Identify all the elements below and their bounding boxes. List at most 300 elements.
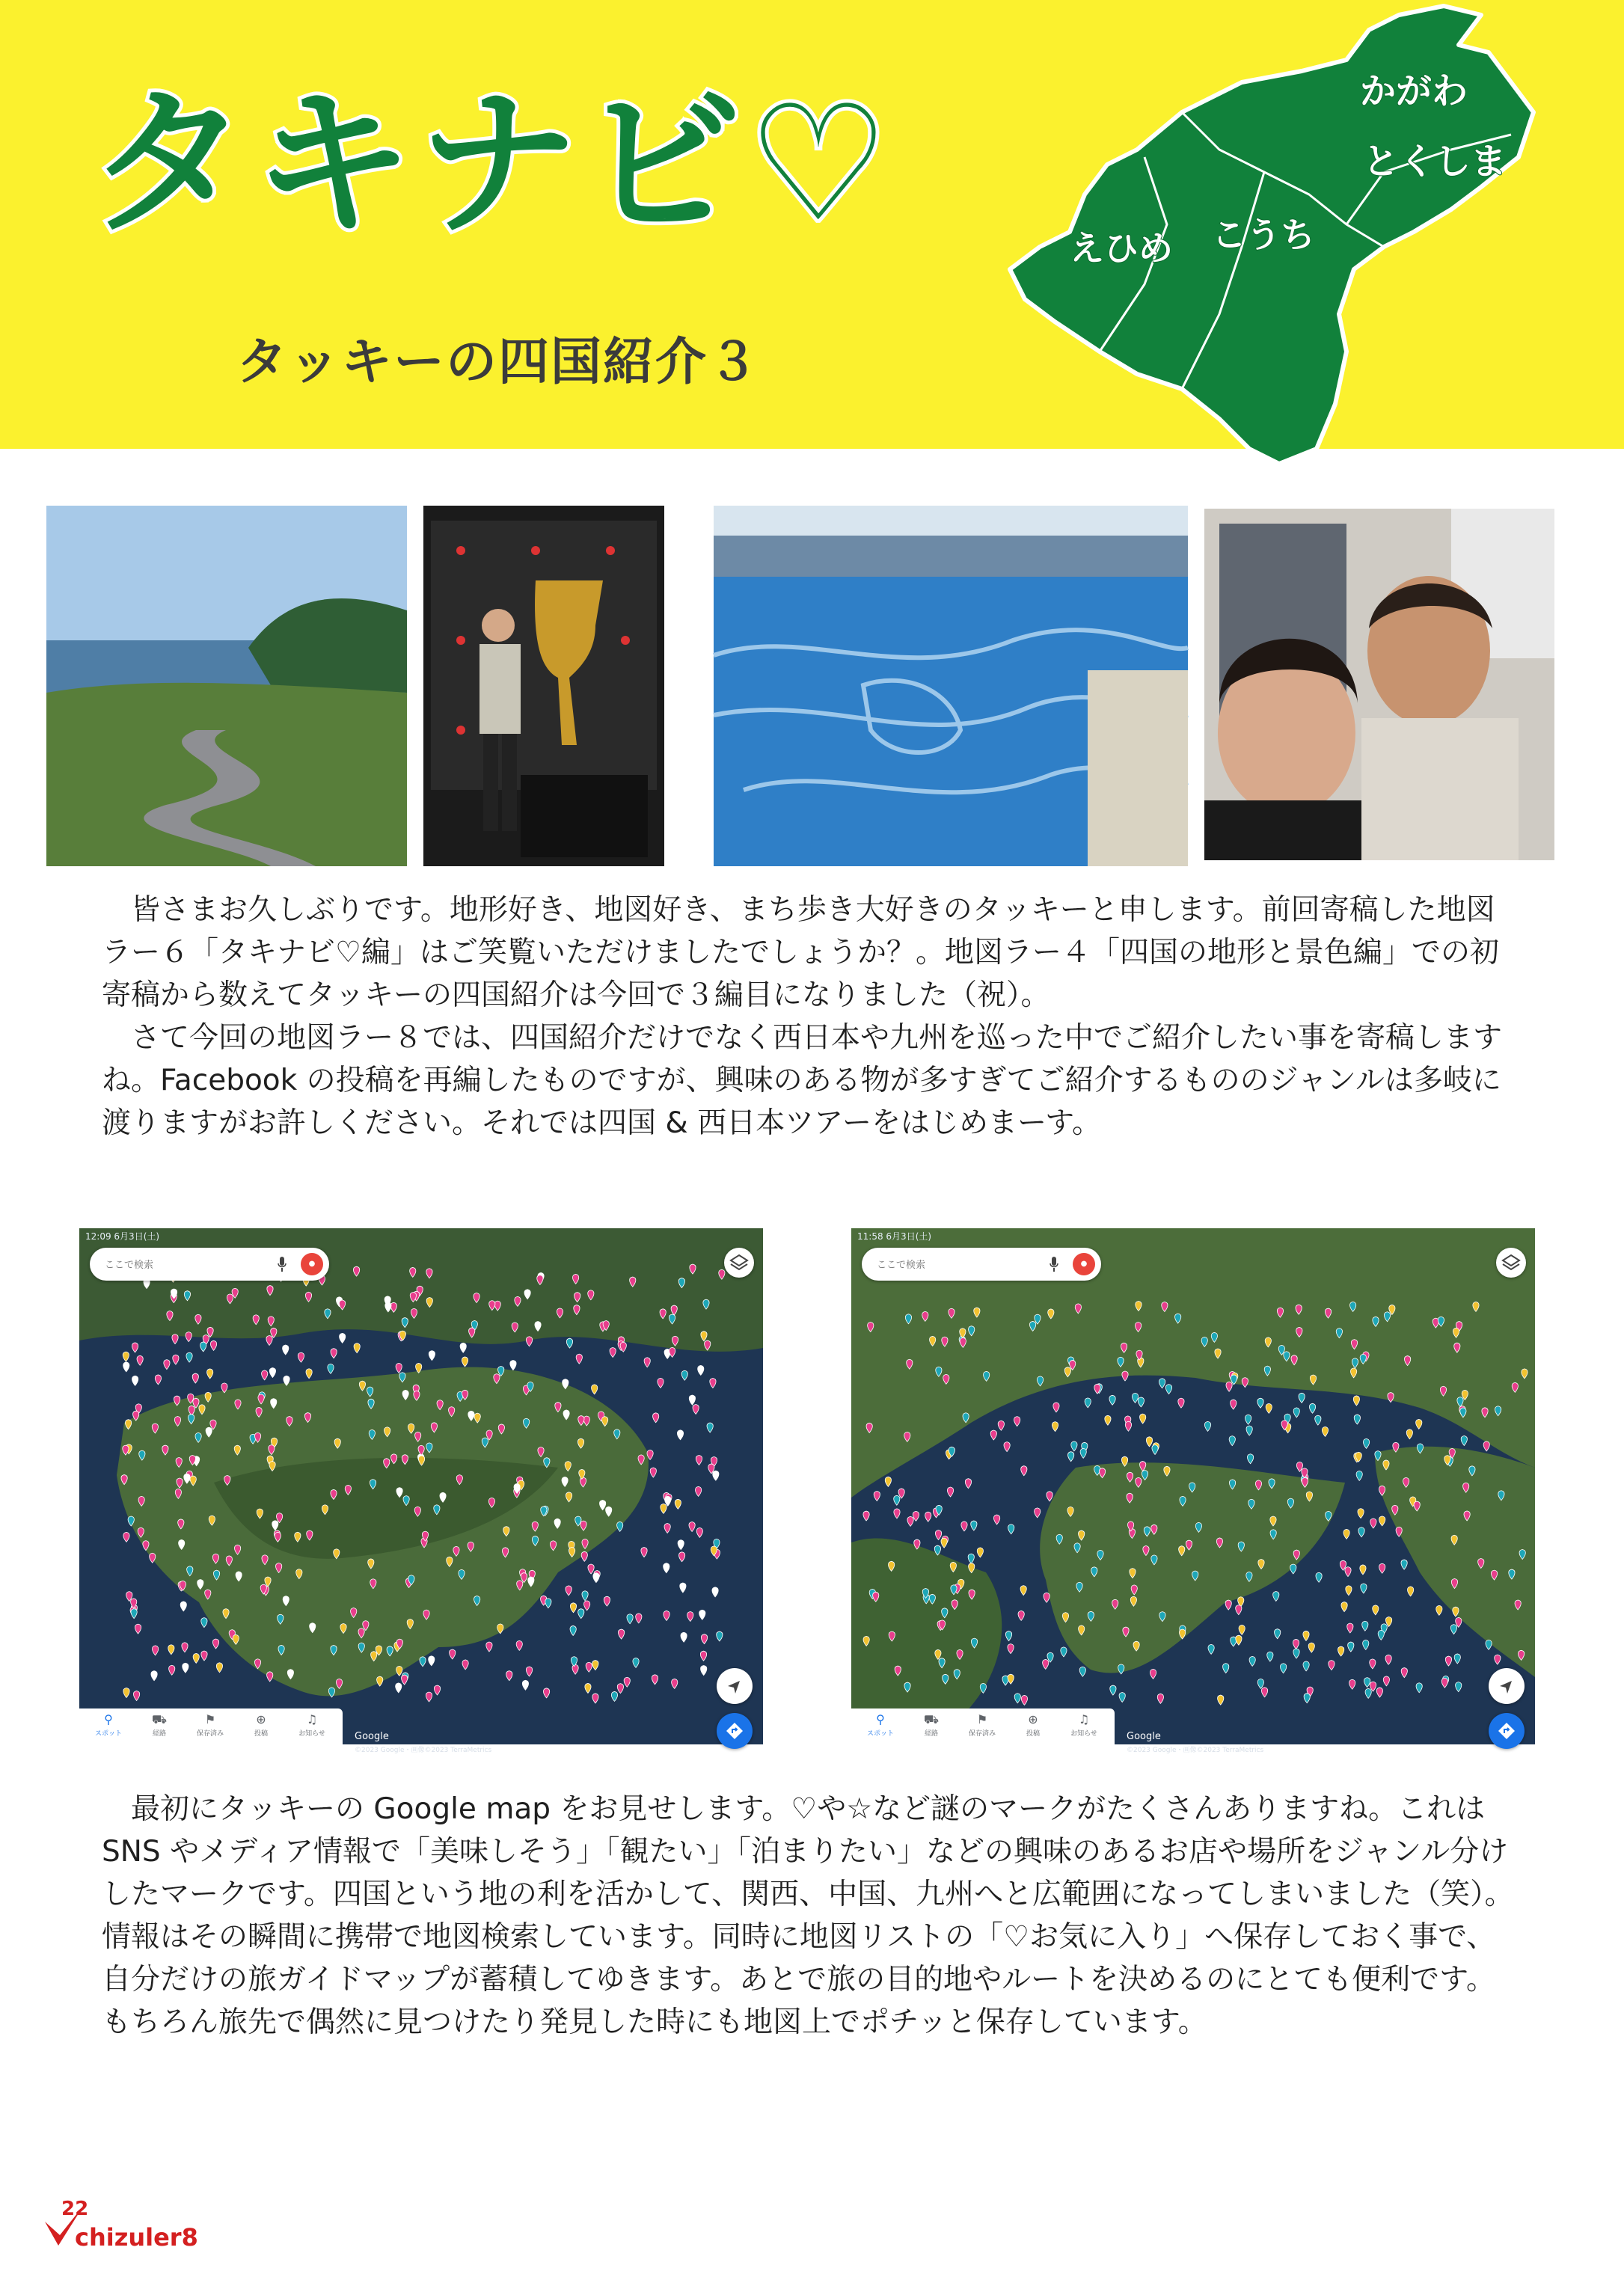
map-marker-icon[interactable] [1483, 1441, 1489, 1451]
map-marker-icon[interactable] [1014, 1694, 1020, 1703]
map-marker-icon[interactable] [1396, 1527, 1402, 1536]
map-marker-icon[interactable] [680, 1583, 686, 1593]
map-marker-icon[interactable] [390, 1302, 396, 1312]
map-marker-icon[interactable] [969, 1326, 975, 1336]
map-marker-icon[interactable] [941, 1538, 947, 1548]
map-marker-icon[interactable] [1071, 1441, 1077, 1451]
map-marker-icon[interactable] [459, 1569, 465, 1579]
map-marker-icon[interactable] [195, 1314, 201, 1324]
map-marker-icon[interactable] [1127, 1493, 1133, 1503]
map-marker-icon[interactable] [1074, 1543, 1080, 1553]
map-marker-icon[interactable] [358, 1628, 364, 1638]
map-marker-icon[interactable] [1186, 1540, 1192, 1550]
map-marker-icon[interactable] [939, 1658, 945, 1668]
map-marker-icon[interactable] [516, 1640, 522, 1650]
map-marker-icon[interactable] [503, 1527, 509, 1536]
map-marker-icon[interactable] [570, 1625, 576, 1635]
map-marker-icon[interactable] [306, 1369, 312, 1379]
map-marker-icon[interactable] [1379, 1486, 1385, 1495]
map-marker-icon[interactable] [650, 1468, 656, 1477]
map-marker-icon[interactable] [1119, 1693, 1125, 1703]
map-marker-icon[interactable] [1303, 1661, 1309, 1671]
map-marker-icon[interactable] [132, 1343, 138, 1352]
map-marker-icon[interactable] [641, 1548, 647, 1557]
map-marker-icon[interactable] [1088, 1611, 1094, 1621]
map-marker-icon[interactable] [1138, 1397, 1144, 1407]
map-marker-icon[interactable] [703, 1299, 709, 1309]
map-marker-icon[interactable] [1385, 1655, 1391, 1664]
map-marker-icon[interactable] [524, 1290, 530, 1299]
map-marker-icon[interactable] [604, 1596, 610, 1606]
map-marker-icon[interactable] [701, 1666, 707, 1676]
map-marker-icon[interactable] [1133, 1641, 1139, 1651]
map-marker-icon[interactable] [1143, 1546, 1149, 1556]
map-marker-icon[interactable] [207, 1369, 213, 1379]
map-marker-icon[interactable] [969, 1563, 975, 1573]
map-marker-icon[interactable] [1130, 1596, 1136, 1606]
map-marker-icon[interactable] [713, 1471, 719, 1480]
map-marker-icon[interactable] [200, 1342, 206, 1352]
map-marker-icon[interactable] [1136, 1477, 1142, 1487]
map-marker-icon[interactable] [1393, 1442, 1399, 1452]
map-marker-icon[interactable] [1509, 1569, 1515, 1579]
map-marker-icon[interactable] [210, 1340, 216, 1350]
map-marker-icon[interactable] [700, 1651, 706, 1661]
map-marker-icon[interactable] [304, 1413, 310, 1423]
map-marker-icon[interactable] [652, 1675, 658, 1685]
map-marker-icon[interactable] [699, 1610, 705, 1619]
map-marker-icon[interactable] [1075, 1304, 1081, 1314]
map-marker-icon[interactable] [1349, 1679, 1355, 1689]
map-marker-icon[interactable] [550, 1541, 556, 1551]
map-marker-icon[interactable] [1407, 1587, 1413, 1596]
map-marker-icon[interactable] [584, 1601, 590, 1611]
map-marker-icon[interactable] [611, 1691, 617, 1701]
map-marker-icon[interactable] [186, 1332, 191, 1342]
map-marker-icon[interactable] [216, 1663, 222, 1673]
map-marker-icon[interactable] [1376, 1688, 1382, 1697]
map-marker-icon[interactable] [1451, 1579, 1457, 1589]
map-marker-icon[interactable] [1441, 1678, 1447, 1688]
map-marker-icon[interactable] [866, 1423, 872, 1432]
map-marker-icon[interactable] [284, 1376, 289, 1385]
map-marker-icon[interactable] [963, 1413, 969, 1423]
map-marker-icon[interactable] [426, 1692, 432, 1702]
map-marker-icon[interactable] [193, 1653, 199, 1663]
map-marker-icon[interactable] [1436, 1605, 1442, 1615]
map-marker-icon[interactable] [1291, 1355, 1297, 1365]
map-marker-icon[interactable] [1178, 1398, 1184, 1408]
map-marker-icon[interactable] [325, 1309, 331, 1319]
map-marker-icon[interactable] [1280, 1664, 1286, 1673]
map-marker-icon[interactable] [510, 1361, 516, 1370]
map-marker-icon[interactable] [592, 1694, 598, 1703]
map-marker-icon[interactable] [1255, 1480, 1261, 1490]
map-marker-icon[interactable] [359, 1381, 365, 1391]
map-marker-icon[interactable] [387, 1646, 393, 1656]
map-marker-icon[interactable] [328, 1364, 334, 1373]
map-marker-icon[interactable] [1121, 1343, 1127, 1352]
map-marker-icon[interactable] [1388, 1393, 1394, 1403]
map-marker-icon[interactable] [125, 1420, 131, 1429]
map-marker-icon[interactable] [1495, 1406, 1501, 1416]
map-marker-icon[interactable] [532, 1521, 538, 1531]
map-marker-icon[interactable] [1248, 1499, 1254, 1509]
map-marker-icon[interactable] [943, 1674, 949, 1684]
map-marker-icon[interactable] [1383, 1460, 1389, 1470]
map-marker-icon[interactable] [687, 1612, 693, 1622]
nav-post[interactable]: ⊕ 投稿 [1008, 1711, 1058, 1738]
map-marker-icon[interactable] [570, 1603, 576, 1613]
map-marker-icon[interactable] [701, 1331, 707, 1341]
map-marker-icon[interactable] [1159, 1379, 1165, 1388]
map-marker-icon[interactable] [1097, 1550, 1103, 1560]
map-marker-icon[interactable] [489, 1301, 495, 1311]
map-marker-icon[interactable] [407, 1619, 413, 1629]
map-marker-icon[interactable] [695, 1486, 701, 1496]
map-marker-icon[interactable] [227, 1294, 233, 1304]
map-marker-icon[interactable] [132, 1376, 138, 1385]
map-marker-icon[interactable] [661, 1504, 667, 1513]
map-marker-icon[interactable] [254, 1432, 260, 1442]
map-marker-icon[interactable] [197, 1580, 203, 1590]
map-marker-icon[interactable] [271, 1399, 277, 1409]
map-marker-icon[interactable] [1225, 1600, 1231, 1610]
map-marker-icon[interactable] [1270, 1530, 1276, 1539]
map-marker-icon[interactable] [717, 1631, 723, 1641]
map-marker-icon[interactable] [450, 1649, 456, 1659]
map-marker-icon[interactable] [535, 1321, 541, 1331]
map-marker-icon[interactable] [554, 1518, 560, 1528]
map-marker-icon[interactable] [1293, 1639, 1299, 1649]
map-marker-icon[interactable] [1315, 1415, 1321, 1425]
map-marker-icon[interactable] [402, 1455, 408, 1465]
map-marker-icon[interactable] [1522, 1369, 1528, 1379]
map-marker-icon[interactable] [935, 1649, 941, 1659]
map-marker-icon[interactable] [1112, 1599, 1118, 1609]
map-marker-icon[interactable] [494, 1301, 500, 1311]
map-marker-icon[interactable] [138, 1527, 144, 1537]
map-marker-icon[interactable] [675, 1499, 681, 1509]
map-marker-icon[interactable] [638, 1455, 644, 1465]
map-marker-icon[interactable] [1004, 1442, 1010, 1452]
map-marker-icon[interactable] [426, 1297, 432, 1307]
map-marker-icon[interactable] [1140, 1462, 1146, 1471]
map-marker-icon[interactable] [267, 1286, 273, 1296]
map-marker-icon[interactable] [993, 1515, 999, 1524]
map-marker-icon[interactable] [152, 1423, 158, 1433]
map-marker-icon[interactable] [1361, 1584, 1367, 1593]
map-marker-icon[interactable] [863, 1636, 869, 1646]
map-marker-icon[interactable] [1284, 1352, 1290, 1361]
map-marker-icon[interactable] [123, 1352, 129, 1361]
map-marker-icon[interactable] [1463, 1483, 1469, 1492]
map-marker-icon[interactable] [131, 1609, 137, 1619]
map-marker-icon[interactable] [581, 1551, 587, 1561]
map-marker-icon[interactable] [1277, 1308, 1283, 1317]
map-marker-icon[interactable] [544, 1458, 550, 1468]
map-marker-icon[interactable] [1152, 1445, 1158, 1455]
map-marker-icon[interactable] [1416, 1419, 1422, 1429]
map-marker-icon[interactable] [253, 1315, 259, 1325]
map-marker-icon[interactable] [474, 1293, 479, 1303]
map-marker-icon[interactable] [1341, 1602, 1347, 1612]
map-marker-icon[interactable] [904, 1432, 910, 1441]
map-marker-icon[interactable] [701, 1634, 707, 1644]
map-marker-icon[interactable] [1179, 1629, 1185, 1639]
map-marker-icon[interactable] [669, 1347, 675, 1357]
map-marker-icon[interactable] [278, 1614, 284, 1624]
map-marker-icon[interactable] [1231, 1400, 1237, 1409]
map-marker-icon[interactable] [895, 1666, 901, 1676]
mic-icon[interactable] [1049, 1256, 1059, 1272]
map-marker-icon[interactable] [947, 1487, 953, 1497]
map-marker-icon[interactable] [1157, 1694, 1163, 1703]
map-marker-icon[interactable] [577, 1438, 583, 1448]
map-marker-icon[interactable] [1296, 1305, 1302, 1314]
map-marker-icon[interactable] [885, 1477, 891, 1486]
map-marker-icon[interactable] [1223, 1664, 1229, 1673]
map-marker-icon[interactable] [630, 1277, 636, 1287]
map-marker-icon[interactable] [580, 1521, 586, 1530]
map-marker-icon[interactable] [710, 1379, 716, 1388]
map-marker-icon[interactable] [1350, 1302, 1356, 1311]
map-marker-icon[interactable] [576, 1354, 582, 1364]
map-marker-icon[interactable] [254, 1659, 260, 1669]
map-marker-icon[interactable] [257, 1509, 263, 1518]
map-marker-icon[interactable] [1189, 1483, 1195, 1492]
map-marker-icon[interactable] [1316, 1572, 1322, 1582]
map-marker-icon[interactable] [1512, 1382, 1518, 1392]
map-marker-icon[interactable] [1247, 1454, 1253, 1464]
map-marker-icon[interactable] [968, 1554, 974, 1563]
map-marker-icon[interactable] [123, 1362, 129, 1372]
map-marker-icon[interactable] [1008, 1644, 1014, 1654]
map-marker-icon[interactable] [961, 1521, 967, 1531]
map-marker-icon[interactable] [305, 1292, 311, 1302]
map-marker-icon[interactable] [201, 1651, 207, 1661]
map-marker-icon[interactable] [1404, 1356, 1410, 1366]
map-marker-icon[interactable] [907, 1516, 913, 1526]
map-marker-icon[interactable] [1008, 1674, 1014, 1684]
map-marker-icon[interactable] [296, 1569, 302, 1579]
map-marker-icon[interactable] [1021, 1466, 1027, 1476]
map-marker-icon[interactable] [574, 1293, 580, 1302]
map-marker-icon[interactable] [1354, 1415, 1360, 1424]
map-marker-icon[interactable] [526, 1667, 532, 1676]
map-marker-icon[interactable] [1345, 1567, 1351, 1577]
map-marker-icon[interactable] [1037, 1376, 1043, 1386]
map-marker-icon[interactable] [1275, 1629, 1281, 1639]
map-marker-icon[interactable] [971, 1521, 977, 1530]
map-marker-icon[interactable] [660, 1309, 666, 1319]
map-marker-icon[interactable] [1440, 1386, 1446, 1396]
map-marker-icon[interactable] [1257, 1398, 1263, 1408]
map-marker-icon[interactable] [396, 1488, 402, 1498]
map-marker-icon[interactable] [1142, 1470, 1147, 1480]
map-marker-icon[interactable] [601, 1417, 607, 1426]
map-marker-icon[interactable] [1338, 1646, 1344, 1656]
map-marker-icon[interactable] [934, 1545, 940, 1555]
map-marker-icon[interactable] [1365, 1688, 1371, 1698]
map-marker-icon[interactable] [954, 1670, 960, 1679]
map-marker-icon[interactable] [1370, 1518, 1376, 1528]
map-marker-icon[interactable] [462, 1390, 468, 1400]
map-marker-icon[interactable] [1299, 1393, 1305, 1403]
map-marker-icon[interactable] [1085, 1398, 1091, 1408]
map-marker-icon[interactable] [1379, 1563, 1385, 1573]
map-marker-icon[interactable] [1246, 1572, 1252, 1581]
map-marker-icon[interactable] [1180, 1496, 1186, 1506]
map-marker-icon[interactable] [971, 1638, 977, 1648]
map-marker-icon[interactable] [353, 1266, 359, 1276]
map-marker-icon[interactable] [283, 1345, 289, 1355]
map-marker-icon[interactable] [358, 1643, 364, 1652]
map-marker-icon[interactable] [1450, 1625, 1456, 1634]
map-marker-icon[interactable] [494, 1374, 500, 1384]
map-marker-icon[interactable] [658, 1378, 664, 1388]
map-marker-icon[interactable] [233, 1634, 239, 1644]
map-marker-icon[interactable] [689, 1395, 695, 1405]
map-marker-icon[interactable] [1151, 1524, 1157, 1534]
map-marker-icon[interactable] [566, 1586, 572, 1596]
map-marker-icon[interactable] [1293, 1408, 1299, 1418]
map-marker-icon[interactable] [437, 1400, 443, 1410]
map-marker-icon[interactable] [460, 1343, 466, 1352]
map-marker-icon[interactable] [1211, 1332, 1217, 1342]
map-marker-icon[interactable] [377, 1676, 383, 1686]
map-marker-icon[interactable] [182, 1643, 188, 1652]
map-marker-icon[interactable] [1127, 1472, 1133, 1482]
map-marker-icon[interactable] [1347, 1623, 1353, 1633]
map-marker-icon[interactable] [942, 1337, 948, 1346]
map-marker-icon[interactable] [371, 1652, 377, 1661]
map-marker-icon[interactable] [580, 1477, 586, 1487]
map-marker-icon[interactable] [555, 1403, 561, 1412]
map-marker-icon[interactable] [189, 1415, 194, 1424]
map-marker-icon[interactable] [1035, 1508, 1041, 1518]
map-marker-icon[interactable] [429, 1351, 435, 1361]
map-marker-icon[interactable] [396, 1666, 402, 1676]
map-marker-icon[interactable] [169, 1665, 175, 1675]
map-marker-icon[interactable] [1246, 1426, 1252, 1435]
map-marker-icon[interactable] [334, 1438, 340, 1448]
map-marker-icon[interactable] [1132, 1393, 1138, 1403]
map-marker-icon[interactable] [1266, 1403, 1272, 1413]
map-marker-icon[interactable] [984, 1371, 990, 1381]
map-marker-icon[interactable] [269, 1367, 275, 1377]
map-marker-icon[interactable] [998, 1421, 1004, 1430]
map-marker-icon[interactable] [1293, 1649, 1299, 1658]
map-marker-icon[interactable] [690, 1264, 696, 1274]
map-marker-icon[interactable] [1348, 1642, 1354, 1652]
map-marker-icon[interactable] [523, 1418, 529, 1428]
map-marker-icon[interactable] [482, 1438, 488, 1447]
map-marker-icon[interactable] [462, 1357, 468, 1367]
map-marker-icon[interactable] [278, 1645, 284, 1655]
map-marker-icon[interactable] [593, 1573, 599, 1583]
map-marker-icon[interactable] [672, 1336, 678, 1346]
map-marker-icon[interactable] [1515, 1600, 1521, 1610]
map-marker-icon[interactable] [336, 1679, 342, 1688]
map-marker-icon[interactable] [174, 1396, 180, 1406]
map-marker-icon[interactable] [340, 1623, 346, 1633]
map-marker-icon[interactable] [410, 1267, 416, 1277]
map-marker-icon[interactable] [578, 1609, 584, 1619]
map-marker-icon[interactable] [606, 1507, 612, 1516]
map-marker-icon[interactable] [1495, 1655, 1501, 1664]
map-marker-icon[interactable] [1061, 1647, 1067, 1657]
map-marker-icon[interactable] [1469, 1466, 1475, 1476]
map-marker-icon[interactable] [974, 1308, 980, 1317]
map-marker-icon[interactable] [585, 1683, 591, 1693]
mic-icon[interactable] [277, 1256, 287, 1272]
map-marker-icon[interactable] [572, 1274, 578, 1284]
map-marker-icon[interactable] [205, 1590, 211, 1599]
map-marker-icon[interactable] [184, 1474, 190, 1483]
map-marker-icon[interactable] [1195, 1522, 1201, 1532]
map-marker-icon[interactable] [1267, 1652, 1273, 1661]
map-marker-icon[interactable] [411, 1308, 417, 1318]
nav-notifications[interactable]: ♫ お知らせ [1059, 1711, 1109, 1738]
map-marker-icon[interactable] [1068, 1452, 1074, 1462]
map-marker-icon[interactable] [1029, 1321, 1035, 1331]
map-marker-icon[interactable] [1451, 1535, 1457, 1545]
map-marker-icon[interactable] [1257, 1679, 1263, 1688]
map-marker-icon[interactable] [167, 1311, 173, 1321]
map-marker-icon[interactable] [151, 1671, 157, 1681]
map-marker-icon[interactable] [1322, 1426, 1328, 1436]
account-avatar-icon[interactable]: ● [1073, 1253, 1095, 1275]
map-marker-icon[interactable] [416, 1363, 422, 1373]
map-marker-icon[interactable] [1239, 1625, 1245, 1634]
map-marker-icon[interactable] [512, 1323, 518, 1332]
map-marker-icon[interactable] [1179, 1546, 1185, 1556]
map-marker-icon[interactable] [307, 1530, 313, 1540]
map-marker-icon[interactable] [1056, 1534, 1062, 1544]
map-marker-icon[interactable] [486, 1642, 492, 1652]
map-marker-icon[interactable] [1053, 1403, 1059, 1412]
nav-route[interactable]: ⛟ 経路 [135, 1711, 184, 1738]
map-marker-icon[interactable] [186, 1352, 192, 1362]
map-marker-icon[interactable] [190, 1476, 196, 1486]
map-marker-icon[interactable] [515, 1296, 521, 1306]
map-marker-icon[interactable] [1123, 1627, 1129, 1637]
nav-spot[interactable]: ⚲ スポット [856, 1711, 905, 1738]
map-marker-icon[interactable] [179, 1539, 185, 1549]
map-marker-icon[interactable] [1131, 1585, 1137, 1595]
map-marker-icon[interactable] [1020, 1586, 1026, 1596]
map-marker-icon[interactable] [929, 1594, 935, 1604]
map-marker-icon[interactable] [1008, 1524, 1014, 1534]
map-marker-icon[interactable] [418, 1456, 424, 1465]
map-marker-icon[interactable] [1226, 1382, 1232, 1391]
map-marker-icon[interactable] [617, 1521, 623, 1531]
map-marker-icon[interactable] [647, 1450, 653, 1459]
map-marker-icon[interactable] [187, 1566, 193, 1576]
map-marker-icon[interactable] [223, 1609, 229, 1619]
map-marker-icon[interactable] [873, 1592, 879, 1602]
map-marker-icon[interactable] [402, 1675, 408, 1685]
map-marker-icon[interactable] [517, 1581, 523, 1590]
map-marker-icon[interactable] [123, 1445, 129, 1455]
map-marker-icon[interactable] [164, 1360, 170, 1370]
map-marker-icon[interactable] [368, 1399, 374, 1409]
map-marker-icon[interactable] [123, 1688, 129, 1697]
map-marker-icon[interactable] [123, 1532, 129, 1542]
map-marker-icon[interactable] [135, 1624, 141, 1634]
map-marker-icon[interactable] [1304, 1694, 1310, 1703]
